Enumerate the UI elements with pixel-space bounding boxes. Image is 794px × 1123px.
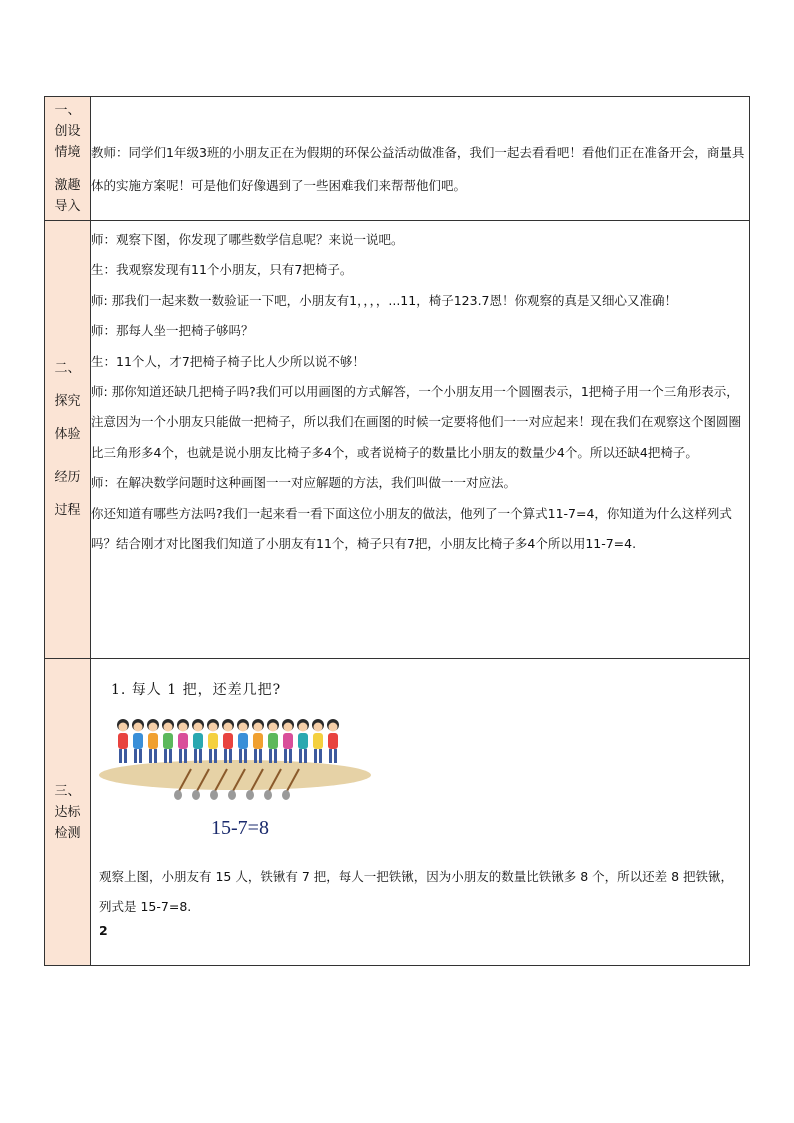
section-check-label: 三、 达标 检测 [45,659,91,966]
child-figure [252,719,264,763]
explore-paragraph: 生：我观察发现有11个小朋友，只有7把椅子。 [91,262,353,278]
child-figure [147,719,159,763]
section-intro-row [45,97,750,221]
explore-paragraph: 你还知道有哪些方法吗?我们一起来看一看下面这位小朋友的做法，他列了一个算式11-7=4，你知道为什么这样列式吗？结合刚才对比图我们知道了小朋友有11个，椅子只有7把，小朋友比椅子多4个所以用11-7=4. [91,505,732,552]
intro-paragraph: 教师：同学们1年级3班的小朋友正在为假期的环保公益活动做准备，我们一起去看看吧！看他们正在准备开会，商量具体的实施方案呢！可是他们好像遇到了一些困难我们来帮帮他们吧。 [91,144,745,193]
child-figure [267,719,279,763]
section-explore-row [45,221,750,659]
section-explore-label: 二、 探究 体验 经历 过程 [45,221,91,659]
child-figure [282,719,294,763]
section-intro-content [91,97,750,221]
explore-paragraph: 师：那每人坐一把椅子够吗？ [91,323,254,339]
child-figure [222,719,234,763]
child-figure [162,719,174,763]
section-check-content [91,659,750,966]
child-figure [312,719,324,763]
explore-paragraph: 师: 那你知道还缺几把椅子吗?我们可以用画图的方式解答，一个小朋友用一个圆圈表示，1把椅子用一个三角形表示，注意因为一个小朋友只能做一把椅子，所以我们在画图的时候一定要将他们一一对应起来！现在我们在观察这个图圆圈比三角形多4个，也就是说小朋友比椅子多4个，或者说椅子的数量比小朋友的数量少4个。所以还缺4把椅子。 [91,384,742,460]
child-figure [132,719,144,763]
explore-paragraph: 师：在解决数学问题时这种画图一一对应解题的方法，我们叫做一一对应法。 [91,475,517,491]
explore-paragraph: 师：观察下图，你发现了哪些数学信息呢？来说一说吧。 [91,232,404,247]
child-figure [192,719,204,763]
child-figure [237,719,249,763]
exercise-explanation: 观察上图，小朋友有 15 人，铁锹有 7 把，每人一把铁锹，因为小朋友的数量比铁锹多 8 个，所以还差 8 把铁锹，列式是 15-7=8. [99,869,734,914]
lesson-plan-table [44,96,750,966]
child-figure [117,719,129,763]
exercise-formula: 15-7=8 [211,817,269,839]
page-number: 2 [99,923,108,938]
child-figure [207,719,219,763]
section-explore-content [91,221,750,659]
section-intro-label: 一、 创设 情境 激趣 导入 [45,97,91,221]
explore-paragraph: 生：11个人，才7把椅子椅子比人少所以说不够！ [91,353,365,369]
children-shovels-illustration [97,707,377,817]
section-check-row [45,659,750,966]
child-figure [327,719,339,763]
child-figure [177,719,189,763]
child-figure [297,719,309,763]
explore-paragraph: 师: 那我们一起来数一数验证一下吧，小朋友有1，，，，...11，椅子123.7恩！你观察的真是又细心又准确！ [91,292,678,308]
exercise-title: 1. 每人 1 把，还差几把? [111,682,282,698]
